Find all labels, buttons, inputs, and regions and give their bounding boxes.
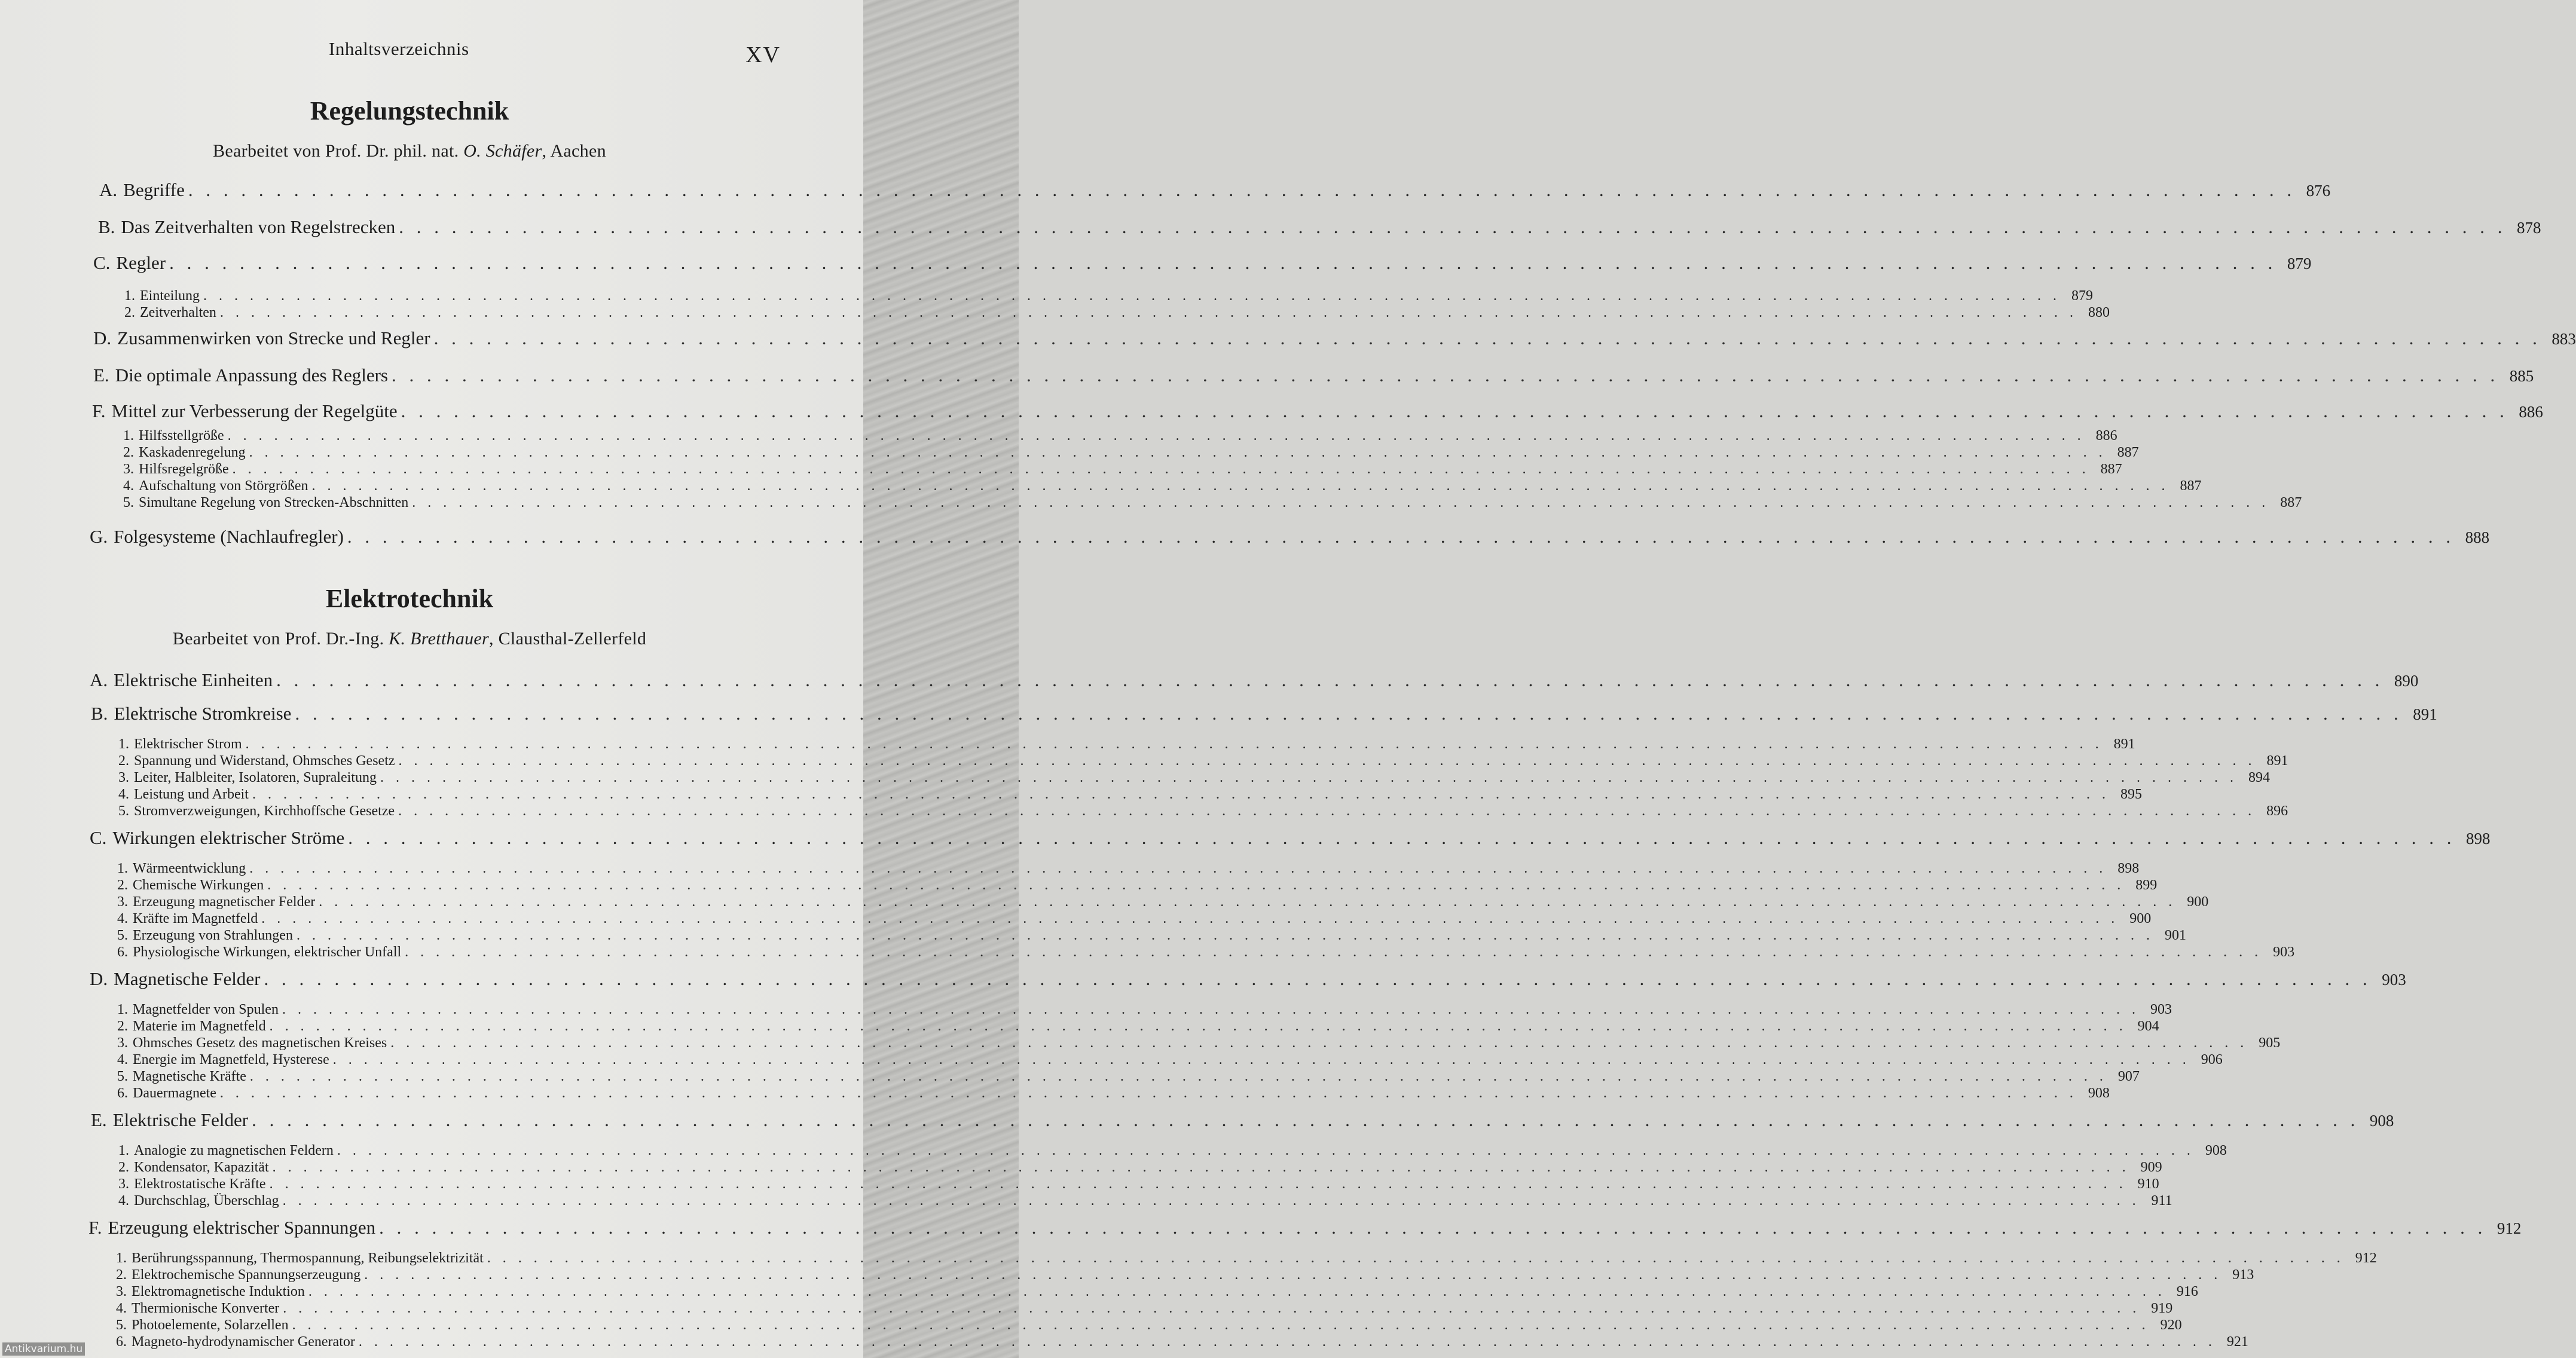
- toc-subsection-entry[interactable]: [124, 288, 2093, 304]
- dot-leader: . . . . . . . . . . . . . . . . . . . . . . . . . . . . . . . . . . . . . . . . . . . . . . . . . . . . . . . . . . . . . . . . . . . . . . . . . . . . . . . . . . . . . . . . . . . . . . . . . . . . . . . . . . . . . . . . . . . . . . . .: [380, 770, 2238, 785]
- subsection-heading: [116, 1284, 305, 1300]
- toc-subsection-entry[interactable]: [118, 1193, 2172, 1209]
- dot-leader: . . . . . . . . . . . . . . . . . . . . . . . . . . . . . . . . . . . . . . . . . . . . . . . . . . . . . . . . . . . . . . . . . . . . . . . . . . . . . . . . . . . . . . . . . . . . . . . . . . . . . . . . . . . . . . . . . . . . . . . .: [276, 669, 2384, 690]
- subsection-heading: [117, 944, 401, 961]
- subsection-label: Kondensator, Kapazität: [134, 1160, 269, 1175]
- subsection-number: 4.: [117, 1052, 128, 1068]
- toc-subsection-entry[interactable]: [116, 1317, 2182, 1333]
- dot-leader: . . . . . . . . . . . . . . . . . . . . . . . . . . . . . . . . . . . . . . . . . . . . . . . . . . . . . . . . . . . . . . . . . . . . . . . . . . . . . . . . . . . . . . . . . . . . . . . . . . . . . . . . . . . . . . . . . . . . . . . .: [392, 365, 2499, 386]
- chapter-page: 888: [2465, 528, 2490, 546]
- subsection-number: 1.: [124, 288, 135, 304]
- subsection-page: 887: [2180, 478, 2202, 494]
- subsection-page: 912: [2355, 1250, 2377, 1266]
- subsection-number: 5.: [116, 1317, 127, 1333]
- subsection-heading: [117, 861, 246, 877]
- toc-chapter-entry[interactable]: [93, 328, 2576, 349]
- running-head: [0, 38, 819, 68]
- dot-leader: . . . . . . . . . . . . . . . . . . . . . . . . . . . . . . . . . . . . . . . . . . . . . . . . . . . . . . . . . . . . . . . . . . . . . . . . . . . . . . . . . . . . . . . . . . . . . . . . . . . . . . . . . . . . . . . . . . . . . . . .: [405, 944, 2263, 960]
- chapter-letter: E.: [91, 1109, 107, 1130]
- chapter-letter: G.: [90, 526, 108, 547]
- chapter-label: Elektrische Einheiten: [114, 669, 273, 690]
- dot-leader: . . . . . . . . . . . . . . . . . . . . . . . . . . . . . . . . . . . . . . . . . . . . . . . . . . . . . . . . . . . . . . . . . . . . . . . . . . . . . . . . . . . . . . . . . . . . . . . . . . . . . . . . . . . . . . . . . . . . . . . .: [433, 328, 2541, 348]
- dot-leader: . . . . . . . . . . . . . . . . . . . . . . . . . . . . . . . . . . . . . . . . . . . . . . . . . . . . . . . . . . . . . . . . . . . . . . . . . . . . . . . . . . . . . . . . . . . . . . . . . . . . . . . . . . . . . . . . . . . . . . . .: [283, 1301, 2141, 1316]
- subsection-number: 5.: [117, 928, 128, 943]
- subsection-number: 1.: [123, 428, 134, 444]
- subsection-label: Erzeugung magnetischer Felder: [133, 894, 316, 910]
- subsection-label: Berührungsspannung, Thermospannung, Reibungselektrizität: [132, 1250, 484, 1266]
- section-title: Elektrotechnik: [325, 584, 494, 613]
- toc-subsection-entry[interactable]: [118, 1160, 2162, 1176]
- chapter-heading: [91, 1109, 248, 1131]
- chapter-page: 908: [2369, 1112, 2394, 1130]
- chapter-heading: [90, 669, 273, 691]
- toc-subsection-entry[interactable]: [117, 928, 2186, 944]
- subsection-label: Dauermagnete: [133, 1085, 216, 1101]
- subsection-number: 5.: [117, 1069, 128, 1084]
- toc-chapter-entry[interactable]: [88, 1217, 2522, 1238]
- toc-subsection-entry[interactable]: [118, 1176, 2159, 1192]
- subsection-heading: [117, 1085, 216, 1102]
- subsection-label: Zeitverhalten: [140, 305, 216, 320]
- subsection-page: 910: [2137, 1176, 2159, 1192]
- subsection-label: Thermionische Konverter: [132, 1301, 280, 1316]
- subsection-page: 903: [2150, 1002, 2172, 1017]
- subsection-label: Wärmeentwicklung: [133, 861, 246, 876]
- dot-leader: . . . . . . . . . . . . . . . . . . . . . . . . . . . . . . . . . . . . . . . . . . . . . . . . . . . . . . . . . . . . . . . . . . . . . . . . . . . . . . . . . . . . . . . . . . . . . . . . . . . . . . . . . . . . . . . . . . . . . . . .: [412, 495, 2270, 510]
- subsection-heading: [118, 1176, 266, 1192]
- section-byline: [0, 629, 819, 649]
- dot-leader: . . . . . . . . . . . . . . . . . . . . . . . . . . . . . . . . . . . . . . . . . . . . . . . . . . . . . . . . . . . . . . . . . . . . . . . . . . . . . . . . . . . . . . . . . . . . . . . . . . . . . . . . . . . . . . . . . . . . . . . .: [348, 827, 2456, 848]
- subsection-heading: [124, 288, 200, 304]
- dot-leader: . . . . . . . . . . . . . . . . . . . . . . . . . . . . . . . . . . . . . . . . . . . . . . . . . . . . . . . . . . . . . . . . . . . . . . . . . . . . . . . . . . . . . . . . . . . . . . . . . . . . . . . . . . . . . . . . . . . . . . . .: [264, 968, 2372, 989]
- chapter-label: Die optimale Anpassung des Reglers: [115, 365, 388, 386]
- dot-leader: . . . . . . . . . . . . . . . . . . . . . . . . . . . . . . . . . . . . . . . . . . . . . . . . . . . . . . . . . . . . . . . . . . . . . . . . . . . . . . . . . . . . . . . . . . . . . . . . . . . . . . . . . . . . . . . . . . . . . . . .: [401, 400, 2508, 421]
- subsection-heading: [124, 305, 216, 321]
- toc-subsection-entry[interactable]: [118, 736, 2135, 753]
- chapter-page: 883: [2551, 330, 2576, 348]
- subsection-page: 896: [2266, 803, 2288, 819]
- chapter-heading: [93, 252, 166, 274]
- subsection-page: 906: [2201, 1052, 2223, 1068]
- chapter-letter: B.: [91, 703, 108, 724]
- dot-leader: . . . . . . . . . . . . . . . . . . . . . . . . . . . . . . . . . . . . . . . . . . . . . . . . . . . . . . . . . . . . . . . . . . . . . . . . . . . . . . . . . . . . . . . . . . . . . . . . . . . . . . . . . . . . . . . . . . . . . . . .: [390, 1035, 2248, 1051]
- chapter-heading: [93, 328, 430, 349]
- subsection-number: 2.: [117, 1018, 128, 1034]
- subsection-page: 891: [2113, 736, 2135, 752]
- subsection-heading: [118, 736, 242, 753]
- subsection-page: 887: [2100, 461, 2122, 477]
- subsection-label: Erzeugung von Strahlungen: [133, 928, 293, 943]
- chapter-page: 886: [2519, 403, 2543, 421]
- toc-subsection-entry[interactable]: [118, 803, 2288, 819]
- toc-subsection-entry[interactable]: [117, 1069, 2140, 1085]
- subsection-number: 1.: [118, 1143, 129, 1158]
- chapter-page: 876: [2306, 182, 2331, 200]
- subsection-label: Magnetische Kräfte: [133, 1069, 246, 1084]
- chapter-heading: [90, 827, 344, 849]
- chapter-page: 879: [2287, 255, 2312, 273]
- toc-subsection-entry[interactable]: [124, 305, 2110, 321]
- toc-subsection-entry[interactable]: [118, 770, 2270, 786]
- chapter-letter: A.: [99, 179, 118, 200]
- subsection-heading: [117, 1069, 246, 1085]
- chapter-label: Erzeugung elektrischer Spannungen: [108, 1217, 376, 1238]
- dot-leader: . . . . . . . . . . . . . . . . . . . . . . . . . . . . . . . . . . . . . . . . . . . . . . . . . . . . . . . . . . . . . . . . . . . . . . . . . . . . . . . . . . . . . . . . . . . . . . . . . . . . . . . . . . . . . . . . . . . . . . . .: [347, 526, 2455, 547]
- toc-chapter-entry[interactable]: [91, 703, 2437, 724]
- chapter-label: Magnetische Felder: [114, 968, 261, 989]
- toc-subsection-entry[interactable]: [116, 1301, 2173, 1317]
- chapter-label: Elektrische Stromkreise: [114, 703, 292, 724]
- dot-leader: . . . . . . . . . . . . . . . . . . . . . . . . . . . . . . . . . . . . . . . . . . . . . . . . . . . . . . . . . . . . . . . . . . . . . . . . . . . . . . . . . . . . . . . . . . . . . . . . . . . . . . . . . . . . . . . . . . . . . . . .: [296, 928, 2154, 943]
- toc-subsection-entry[interactable]: [117, 1035, 2281, 1051]
- subsection-page: 909: [2140, 1160, 2162, 1175]
- subsection-heading: [118, 1160, 269, 1176]
- subsection-heading: [116, 1334, 355, 1350]
- dot-leader: . . . . . . . . . . . . . . . . . . . . . . . . . . . . . . . . . . . . . . . . . . . . . . . . . . . . . . . . . . . . . . . . . . . . . . . . . . . . . . . . . . . . . . . . . . . . . . . . . . . . . . . . . . . . . . . . . . . . . . . .: [337, 1143, 2195, 1158]
- subsection-number: 4.: [118, 1193, 129, 1209]
- subsection-heading: [118, 1143, 334, 1159]
- subsection-page: 908: [2088, 1085, 2110, 1101]
- subsection-page: 898: [2117, 861, 2140, 876]
- subsection-page: 879: [2071, 288, 2093, 304]
- subsection-heading: [116, 1250, 484, 1267]
- subsection-label: Stromverzweigungen, Kirchhoffsche Gesetze: [134, 803, 395, 819]
- toc-subsection-entry[interactable]: [117, 1052, 2223, 1068]
- subsection-page: 895: [2120, 787, 2142, 802]
- subsection-number: 1.: [116, 1250, 127, 1266]
- toc-subsection-entry[interactable]: [117, 877, 2158, 894]
- dot-leader: . . . . . . . . . . . . . . . . . . . . . . . . . . . . . . . . . . . . . . . . . . . . . . . . . . . . . . . . . . . . . . . . . . . . . . . . . . . . . . . . . . . . . . . . . . . . . . . . . . . . . . . . . . . . . . . . . . . . . . . .: [261, 911, 2119, 926]
- toc-subsection-entry[interactable]: [117, 894, 2209, 910]
- subsection-label: Elektrostatische Kräfte: [134, 1176, 266, 1192]
- subsection-label: Chemische Wirkungen: [133, 877, 264, 893]
- subsection-number: 2.: [117, 877, 128, 893]
- subsection-number: 3.: [117, 894, 128, 910]
- subsection-page: 901: [2164, 928, 2186, 943]
- toc-subsection-entry[interactable]: [117, 911, 2152, 927]
- subsection-heading: [123, 461, 229, 478]
- dot-leader: . . . . . . . . . . . . . . . . . . . . . . . . . . . . . . . . . . . . . . . . . . . . . . . . . . . . . . . . . . . . . . . . . . . . . . . . . . . . . . . . . . . . . . . . . . . . . . . . . . . . . . . . . . . . . . . . . . . . . . . .: [308, 1284, 2166, 1299]
- subsection-heading: [117, 911, 258, 927]
- subsection-number: 3.: [118, 770, 129, 785]
- chapter-page: 878: [2516, 219, 2541, 237]
- toc-subsection-entry[interactable]: [123, 445, 2139, 461]
- subsection-label: Aufschaltung von Störgrößen: [139, 478, 308, 494]
- toc-subsection-entry[interactable]: [117, 1018, 2159, 1035]
- subsection-number: 3.: [117, 1035, 128, 1051]
- byline-suffix: , Clausthal-Zellerfeld: [489, 629, 647, 649]
- subsection-number: 6.: [116, 1334, 127, 1350]
- subsection-number: 1.: [117, 1002, 128, 1017]
- byline-author: O. Schäfer: [463, 141, 542, 161]
- subsection-label: Hilfsregelgröße: [139, 461, 229, 477]
- subsection-label: Photoelemente, Solarzellen: [132, 1317, 289, 1333]
- toc-subsection-entry[interactable]: [117, 944, 2295, 961]
- dot-leader: . . . . . . . . . . . . . . . . . . . . . . . . . . . . . . . . . . . . . . . . . . . . . . . . . . . . . . . . . . . . . . . . . . . . . . . . . . . . . . . . . . . . . . . . . . . . . . . . . . . . . . . . . . . . . . . . . . . . . . . .: [252, 1109, 2360, 1130]
- dot-leader: . . . . . . . . . . . . . . . . . . . . . . . . . . . . . . . . . . . . . . . . . . . . . . . . . . . . . . . . . . . . . . . . . . . . . . . . . . . . . . . . . . . . . . . . . . . . . . . . . . . . . . . . . . . . . . . . . . . . . . . .: [227, 428, 2085, 444]
- dot-leader: . . . . . . . . . . . . . . . . . . . . . . . . . . . . . . . . . . . . . . . . . . . . . . . . . . . . . . . . . . . . . . . . . . . . . . . . . . . . . . . . . . . . . . . . . . . . . . . . . . . . . . . . . . . . . . . . . . . . . . . .: [249, 1069, 2107, 1084]
- subsection-page: 899: [2135, 877, 2158, 893]
- subsection-heading: [123, 478, 308, 494]
- subsection-number: 2.: [123, 445, 134, 460]
- dot-leader: . . . . . . . . . . . . . . . . . . . . . . . . . . . . . . . . . . . . . . . . . . . . . . . . . . . . . . . . . . . . . . . . . . . . . . . . . . . . . . . . . . . . . . . . . . . . . . . . . . . . . . . . . . . . . . . . . . . . . . . .: [219, 1085, 2077, 1101]
- subsection-page: 907: [2117, 1069, 2140, 1084]
- subsection-number: 3.: [123, 461, 134, 477]
- dot-leader: . . . . . . . . . . . . . . . . . . . . . . . . . . . . . . . . . . . . . . . . . . . . . . . . . . . . . . . . . . . . . . . . . . . . . . . . . . . . . . . . . . . . . . . . . . . . . . . . . . . . . . . . . . . . . . . . . . . . . . . .: [203, 288, 2061, 304]
- toc-chapter-entry[interactable]: [90, 669, 2419, 691]
- chapter-page: 885: [2509, 367, 2534, 385]
- subsection-label: Kräfte im Magnetfeld: [133, 911, 258, 926]
- toc-subsection-entry[interactable]: [118, 1143, 2227, 1159]
- toc-subsection-entry[interactable]: [117, 1085, 2110, 1102]
- chapter-page: 912: [2496, 1219, 2522, 1237]
- watermark: Antikvarium.hu: [2, 1342, 85, 1356]
- dot-leader: . . . . . . . . . . . . . . . . . . . . . . . . . . . . . . . . . . . . . . . . . . . . . . . . . . . . . . . . . . . . . . . . . . . . . . . . . . . . . . . . . . . . . . . . . . . . . . . . . . . . . . . . . . . . . . . . . . . . . . . .: [319, 894, 2177, 910]
- section-byline: [0, 141, 819, 161]
- dot-leader: . . . . . . . . . . . . . . . . . . . . . . . . . . . . . . . . . . . . . . . . . . . . . . . . . . . . . . . . . . . . . . . . . . . . . . . . . . . . . . . . . . . . . . . . . . . . . . . . . . . . . . . . . . . . . . . . . . . . . . . .: [295, 703, 2403, 724]
- subsection-number: 4.: [116, 1301, 127, 1316]
- subsection-heading: [116, 1301, 279, 1317]
- subsection-page: 903: [2273, 944, 2295, 960]
- subsection-heading: [118, 770, 377, 786]
- toc-subsection-entry[interactable]: [123, 461, 2122, 478]
- subsection-heading: [123, 495, 408, 511]
- subsection-page: 900: [2129, 911, 2152, 926]
- byline-prefix: Bearbeitet von Prof. Dr.-Ing.: [172, 629, 384, 649]
- subsection-number: 2.: [118, 753, 129, 769]
- subsection-label: Elektrochemische Spannungserzeugung: [132, 1267, 361, 1283]
- subsection-number: 6.: [117, 1085, 128, 1101]
- dot-leader: . . . . . . . . . . . . . . . . . . . . . . . . . . . . . . . . . . . . . . . . . . . . . . . . . . . . . . . . . . . . . . . . . . . . . . . . . . . . . . . . . . . . . . . . . . . . . . . . . . . . . . . . . . . . . . . . . . . . . . . .: [282, 1193, 2140, 1209]
- subsection-number: 4.: [123, 478, 134, 494]
- subsection-number: 3.: [116, 1284, 127, 1299]
- dot-leader: . . . . . . . . . . . . . . . . . . . . . . . . . . . . . . . . . . . . . . . . . . . . . . . . . . . . . . . . . . . . . . . . . . . . . . . . . . . . . . . . . . . . . . . . . . . . . . . . . . . . . . . . . . . . . . . . . . . . . . . .: [269, 1176, 2127, 1192]
- toc-subsection-entry[interactable]: [116, 1284, 2198, 1300]
- subsection-heading: [116, 1317, 289, 1333]
- subsection-page: 887: [2117, 445, 2139, 460]
- dot-leader: . . . . . . . . . . . . . . . . . . . . . . . . . . . . . . . . . . . . . . . . . . . . . . . . . . . . . . . . . . . . . . . . . . . . . . . . . . . . . . . . . . . . . . . . . . . . . . . . . . . . . . . . . . . . . . . . . . . . . . . .: [292, 1317, 2150, 1333]
- subsection-heading: [117, 1035, 387, 1051]
- subsection-page: 880: [2088, 305, 2110, 320]
- subsection-label: Elektrischer Strom: [134, 736, 242, 752]
- subsection-heading: [118, 803, 395, 819]
- dot-leader: . . . . . . . . . . . . . . . . . . . . . . . . . . . . . . . . . . . . . . . . . . . . . . . . . . . . . . . . . . . . . . . . . . . . . . . . . . . . . . . . . . . . . . . . . . . . . . . . . . . . . . . . . . . . . . . . . . . . . . . .: [311, 478, 2169, 494]
- dot-leader: . . . . . . . . . . . . . . . . . . . . . . . . . . . . . . . . . . . . . . . . . . . . . . . . . . . . . . . . . . . . . . . . . . . . . . . . . . . . . . . . . . . . . . . . . . . . . . . . . . . . . . . . . . . . . . . . . . . . . . . .: [249, 861, 2107, 876]
- toc-subsection-entry[interactable]: [123, 495, 2302, 511]
- dot-leader: . . . . . . . . . . . . . . . . . . . . . . . . . . . . . . . . . . . . . . . . . . . . . . . . . . . . . . . . . . . . . . . . . . . . . . . . . . . . . . . . . . . . . . . . . . . . . . . . . . . . . . . . . . . . . . . . . . . . . . . .: [245, 736, 2103, 752]
- chapter-letter: C.: [93, 252, 111, 273]
- subsection-number: 6.: [117, 944, 128, 960]
- toc-chapter-entry[interactable]: [98, 216, 2541, 238]
- subsection-page: 921: [2226, 1334, 2248, 1350]
- dot-leader: . . . . . . . . . . . . . . . . . . . . . . . . . . . . . . . . . . . . . . . . . . . . . . . . . . . . . . . . . . . . . . . . . . . . . . . . . . . . . . . . . . . . . . . . . . . . . . . . . . . . . . . . . . . . . . . . . . . . . . . .: [252, 787, 2110, 802]
- subsection-number: 5.: [118, 803, 129, 819]
- chapter-letter: F.: [88, 1217, 102, 1238]
- chapter-label: Zusammenwirken von Strecke und Regler: [117, 328, 430, 348]
- subsection-number: 5.: [123, 495, 134, 510]
- dot-leader: . . . . . . . . . . . . . . . . . . . . . . . . . . . . . . . . . . . . . . . . . . . . . . . . . . . . . . . . . . . . . . . . . . . . . . . . . . . . . . . . . . . . . . . . . . . . . . . . . . . . . . . . . . . . . . . . . . . . . . . .: [188, 179, 2296, 200]
- subsection-page: 887: [2280, 495, 2302, 510]
- chapter-heading: [98, 216, 395, 238]
- subsection-label: Magneto-hydrodynamischer Generator: [132, 1334, 355, 1350]
- subsection-label: Energie im Magnetfeld, Hysterese: [133, 1052, 329, 1068]
- dot-leader: . . . . . . . . . . . . . . . . . . . . . . . . . . . . . . . . . . . . . . . . . . . . . . . . . . . . . . . . . . . . . . . . . . . . . . . . . . . . . . . . . . . . . . . . . . . . . . . . . . . . . . . . . . . . . . . . . . . . . . . .: [267, 877, 2125, 893]
- toc-chapter-entry[interactable]: [93, 365, 2534, 386]
- subsection-page: 920: [2160, 1317, 2182, 1333]
- subsection-page: 916: [2176, 1284, 2198, 1299]
- toc-chapter-entry[interactable]: [91, 1109, 2394, 1131]
- dot-leader: . . . . . . . . . . . . . . . . . . . . . . . . . . . . . . . . . . . . . . . . . . . . . . . . . . . . . . . . . . . . . . . . . . . . . . . . . . . . . . . . . . . . . . . . . . . . . . . . . . . . . . . . . . . . . . . . . . . . . . . .: [398, 803, 2256, 819]
- subsection-label: Physiologische Wirkungen, elektrischer Unfall: [133, 944, 402, 960]
- subsection-page: 911: [2151, 1193, 2172, 1209]
- subsection-page: 900: [2187, 894, 2209, 910]
- subsection-heading: [117, 1018, 266, 1035]
- dot-leader: . . . . . . . . . . . . . . . . . . . . . . . . . . . . . . . . . . . . . . . . . . . . . . . . . . . . . . . . . . . . . . . . . . . . . . . . . . . . . . . . . . . . . . . . . . . . . . . . . . . . . . . . . . . . . . . . . . . . . . . .: [272, 1160, 2130, 1175]
- subsection-page: 894: [2248, 770, 2270, 785]
- subsection-label: Einteilung: [140, 288, 200, 304]
- subsection-page: 913: [2232, 1267, 2254, 1283]
- toc-chapter-entry[interactable]: [90, 827, 2491, 849]
- subsection-heading: [117, 894, 315, 910]
- subsection-label: Ohmsches Gesetz des magnetischen Kreises: [133, 1035, 387, 1051]
- chapter-label: Folgesysteme (Nachlaufregler): [114, 526, 344, 547]
- dot-leader: . . . . . . . . . . . . . . . . . . . . . . . . . . . . . . . . . . . . . . . . . . . . . . . . . . . . . . . . . . . . . . . . . . . . . . . . . . . . . . . . . . . . . . . . . . . . . . . . . . . . . . . . . . . . . . . . . . . . . . . .: [219, 305, 2077, 320]
- subsection-number: 4.: [117, 911, 128, 926]
- chapter-heading: [99, 179, 185, 201]
- chapter-heading: [91, 703, 291, 724]
- subsection-number: 2.: [118, 1160, 129, 1175]
- subsection-heading: [116, 1267, 360, 1283]
- byline-prefix: Bearbeitet von Prof. Dr. phil. nat.: [213, 141, 459, 161]
- toc-chapter-entry[interactable]: [99, 179, 2331, 201]
- chapter-label: Wirkungen elektrischer Ströme: [112, 827, 345, 848]
- dot-leader: . . . . . . . . . . . . . . . . . . . . . . . . . . . . . . . . . . . . . . . . . . . . . . . . . . . . . . . . . . . . . . . . . . . . . . . . . . . . . . . . . . . . . . . . . . . . . . . . . . . . . . . . . . . . . . . . . . . . . . . .: [358, 1334, 2216, 1350]
- subsection-number: 4.: [118, 787, 129, 802]
- subsection-number: 2.: [116, 1267, 127, 1283]
- byline-suffix: , Aachen: [542, 141, 606, 161]
- subsection-heading: [123, 445, 246, 461]
- chapter-letter: D.: [90, 968, 108, 989]
- subsection-label: Leiter, Halbleiter, Isolatoren, Supraleitung: [134, 770, 377, 785]
- subsection-number: 2.: [124, 305, 135, 320]
- toc-subsection-entry[interactable]: [118, 753, 2288, 769]
- chapter-letter: A.: [90, 669, 108, 690]
- chapter-page: 890: [2394, 672, 2419, 690]
- subsection-page: 891: [2266, 753, 2288, 769]
- subsection-heading: [118, 753, 395, 769]
- chapter-letter: F.: [92, 400, 106, 421]
- subsection-page: 919: [2151, 1301, 2173, 1316]
- subsection-label: Leistung und Arbeit: [134, 787, 249, 802]
- toc-chapter-entry[interactable]: [90, 526, 2490, 548]
- subsection-heading: [123, 428, 224, 444]
- chapter-heading: [93, 365, 388, 386]
- chapter-page: 891: [2413, 705, 2437, 723]
- subsection-label: Magnetfelder von Spulen: [133, 1002, 279, 1017]
- subsection-heading: [117, 1052, 329, 1068]
- dot-leader: . . . . . . . . . . . . . . . . . . . . . . . . . . . . . . . . . . . . . . . . . . . . . . . . . . . . . . . . . . . . . . . . . . . . . . . . . . . . . . . . . . . . . . . . . . . . . . . . . . . . . . . . . . . . . . . . . . . . . . . .: [487, 1250, 2345, 1266]
- toc-subsection-entry[interactable]: [123, 478, 2202, 494]
- toc-subsection-entry[interactable]: [116, 1334, 2248, 1350]
- subsection-number: 1.: [117, 861, 128, 876]
- subsection-page: 905: [2259, 1035, 2281, 1051]
- chapter-letter: E.: [93, 365, 109, 386]
- toc-chapter-entry[interactable]: [92, 400, 2543, 422]
- toc-subsection-entry[interactable]: [123, 428, 2117, 444]
- subsection-label: Simultane Regelung von Strecken-Abschnitten: [139, 495, 409, 510]
- toc-chapter-entry[interactable]: [93, 252, 2312, 274]
- subsection-page: 908: [2205, 1143, 2227, 1158]
- toc-chapter-entry[interactable]: [90, 968, 2406, 990]
- chapter-label: Regler: [116, 252, 166, 273]
- chapter-heading: [90, 968, 260, 990]
- chapter-page: 898: [2466, 830, 2491, 848]
- page-number: XV: [745, 42, 781, 68]
- dot-leader: . . . . . . . . . . . . . . . . . . . . . . . . . . . . . . . . . . . . . . . . . . . . . . . . . . . . . . . . . . . . . . . . . . . . . . . . . . . . . . . . . . . . . . . . . . . . . . . . . . . . . . . . . . . . . . . . . . . . . . . .: [379, 1217, 2487, 1238]
- chapter-label: Mittel zur Verbesserung der Regelgüte: [111, 400, 398, 421]
- dot-leader: . . . . . . . . . . . . . . . . . . . . . . . . . . . . . . . . . . . . . . . . . . . . . . . . . . . . . . . . . . . . . . . . . . . . . . . . . . . . . . . . . . . . . . . . . . . . . . . . . . . . . . . . . . . . . . . . . . . . . . . .: [399, 216, 2507, 237]
- subsection-heading: [117, 877, 264, 894]
- dot-leader: . . . . . . . . . . . . . . . . . . . . . . . . . . . . . . . . . . . . . . . . . . . . . . . . . . . . . . . . . . . . . . . . . . . . . . . . . . . . . . . . . . . . . . . . . . . . . . . . . . . . . . . . . . . . . . . . . . . . . . . .: [169, 252, 2277, 273]
- toc-subsection-entry[interactable]: [117, 861, 2140, 877]
- subsection-number: 1.: [118, 736, 129, 752]
- dot-leader: . . . . . . . . . . . . . . . . . . . . . . . . . . . . . . . . . . . . . . . . . . . . . . . . . . . . . . . . . . . . . . . . . . . . . . . . . . . . . . . . . . . . . . . . . . . . . . . . . . . . . . . . . . . . . . . . . . . . . . . .: [232, 461, 2090, 477]
- subsection-heading: [117, 1002, 279, 1018]
- dot-leader: . . . . . . . . . . . . . . . . . . . . . . . . . . . . . . . . . . . . . . . . . . . . . . . . . . . . . . . . . . . . . . . . . . . . . . . . . . . . . . . . . . . . . . . . . . . . . . . . . . . . . . . . . . . . . . . . . . . . . . . .: [249, 445, 2107, 460]
- dot-leader: . . . . . . . . . . . . . . . . . . . . . . . . . . . . . . . . . . . . . . . . . . . . . . . . . . . . . . . . . . . . . . . . . . . . . . . . . . . . . . . . . . . . . . . . . . . . . . . . . . . . . . . . . . . . . . . . . . . . . . . .: [269, 1018, 2127, 1034]
- subsection-label: Hilfsstellgröße: [139, 428, 224, 444]
- chapter-letter: C.: [90, 827, 107, 848]
- subsection-label: Durchschlag, Überschlag: [134, 1193, 279, 1209]
- chapter-page: 903: [2382, 971, 2406, 989]
- subsection-label: Elektromagnetische Induktion: [132, 1284, 305, 1299]
- dot-leader: . . . . . . . . . . . . . . . . . . . . . . . . . . . . . . . . . . . . . . . . . . . . . . . . . . . . . . . . . . . . . . . . . . . . . . . . . . . . . . . . . . . . . . . . . . . . . . . . . . . . . . . . . . . . . . . . . . . . . . . .: [364, 1267, 2222, 1283]
- toc-subsection-entry[interactable]: [116, 1267, 2254, 1283]
- subsection-label: Kaskadenregelung: [139, 445, 246, 460]
- subsection-number: 3.: [118, 1176, 129, 1192]
- chapter-letter: D.: [93, 328, 112, 348]
- dot-leader: . . . . . . . . . . . . . . . . . . . . . . . . . . . . . . . . . . . . . . . . . . . . . . . . . . . . . . . . . . . . . . . . . . . . . . . . . . . . . . . . . . . . . . . . . . . . . . . . . . . . . . . . . . . . . . . . . . . . . . . .: [282, 1002, 2140, 1017]
- subsection-page: 904: [2137, 1018, 2159, 1034]
- dot-leader: . . . . . . . . . . . . . . . . . . . . . . . . . . . . . . . . . . . . . . . . . . . . . . . . . . . . . . . . . . . . . . . . . . . . . . . . . . . . . . . . . . . . . . . . . . . . . . . . . . . . . . . . . . . . . . . . . . . . . . . .: [332, 1052, 2190, 1068]
- subsection-heading: [118, 787, 249, 803]
- chapter-letter: B.: [98, 216, 115, 237]
- toc-subsection-entry[interactable]: [118, 787, 2142, 803]
- subsection-heading: [117, 928, 293, 944]
- subsection-heading: [118, 1193, 279, 1209]
- subsection-label: Spannung und Widerstand, Ohmsches Gesetz: [134, 753, 395, 769]
- subsection-page: 886: [2095, 428, 2117, 444]
- subsection-label: Materie im Magnetfeld: [133, 1018, 266, 1034]
- chapter-label: Elektrische Felder: [112, 1109, 249, 1130]
- running-head-title: Inhaltsverzeichnis: [329, 38, 469, 59]
- dot-leader: . . . . . . . . . . . . . . . . . . . . . . . . . . . . . . . . . . . . . . . . . . . . . . . . . . . . . . . . . . . . . . . . . . . . . . . . . . . . . . . . . . . . . . . . . . . . . . . . . . . . . . . . . . . . . . . . . . . . . . . .: [398, 753, 2256, 769]
- chapter-label: Das Zeitverhalten von Regelstrecken: [121, 216, 396, 237]
- byline-author: K. Bretthauer: [389, 629, 490, 649]
- toc-subsection-entry[interactable]: [117, 1002, 2172, 1018]
- chapter-heading: [90, 526, 344, 548]
- toc-subsection-entry[interactable]: [116, 1250, 2377, 1267]
- chapter-heading: [92, 400, 398, 422]
- section-title: Regelungstechnik: [310, 96, 509, 126]
- subsection-label: Analogie zu magnetischen Feldern: [134, 1143, 334, 1158]
- chapter-label: Begriffe: [123, 179, 185, 200]
- chapter-heading: [88, 1217, 375, 1238]
